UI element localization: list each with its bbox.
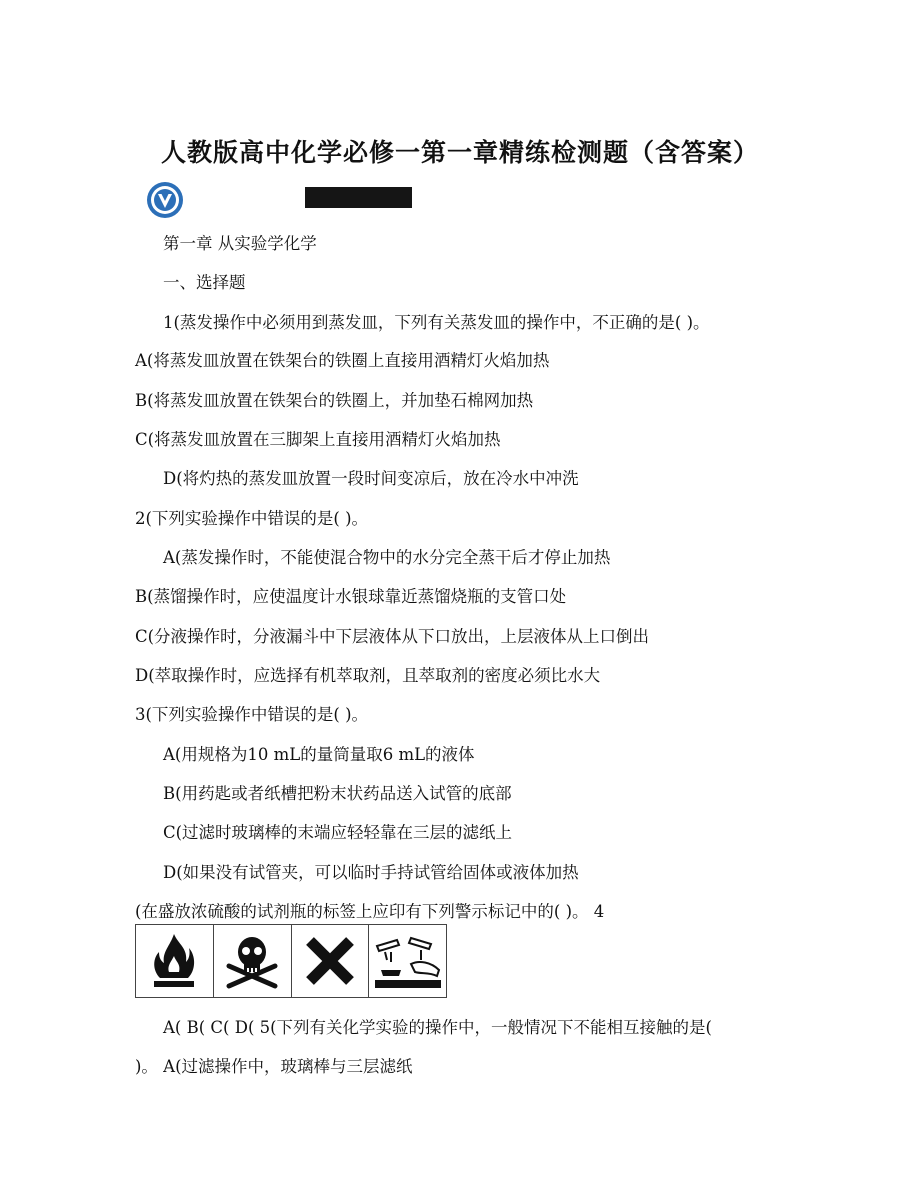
q3-option-a: A(用规格为10 mL的量筒量取6 mL的液体 <box>163 745 475 764</box>
question-5: A( B( C( D( 5(下列有关化学实验的操作中，一般情况下不能相互接触的是( <box>163 1018 712 1037</box>
q1-option-c: C(将蒸发皿放置在三脚架上直接用酒精灯火焰加热 <box>135 430 501 449</box>
redaction-bar <box>305 187 412 208</box>
hazard-signs-row <box>135 924 447 998</box>
q3-option-b: B(用药匙或者纸槽把粉末状药品送入试管的底部 <box>163 784 512 803</box>
q1-option-d: D(将灼热的蒸发皿放置一段时间变凉后，放在冷水中冲洗 <box>163 469 579 488</box>
q1-option-b: B(将蒸发皿放置在铁架台的铁圈上，并加垫石棉网加热 <box>135 391 534 410</box>
q1-option-a: A(将蒸发皿放置在铁架台的铁圈上直接用酒精灯火焰加热 <box>135 351 550 370</box>
question-1: 1(蒸发操作中必须用到蒸发皿，下列有关蒸发皿的操作中，不正确的是( )。 <box>163 313 710 332</box>
section-heading: 一、选择题 <box>163 273 246 292</box>
toxic-skull-icon <box>214 925 292 997</box>
q2-option-b: B(蒸馏操作时，应使温度计水银球靠近蒸馏烧瓶的支管口处 <box>135 587 567 606</box>
question-5-continued: )。 A(过滤操作中，玻璃棒与三层滤纸 <box>135 1057 413 1076</box>
q3-option-d: D(如果没有试管夹，可以临时手持试管给固体或液体加热 <box>163 863 579 882</box>
q2-option-a: A(蒸发操作时，不能使混合物中的水分完全蒸干后才停止加热 <box>163 548 611 567</box>
question-2: 2(下列实验操作中错误的是( )。 <box>135 509 369 528</box>
harmful-x-icon <box>292 925 370 997</box>
q2-option-d: D(萃取操作时，应选择有机萃取剂，且萃取剂的密度必须比水大 <box>135 666 601 685</box>
question-3: 3(下列实验操作中错误的是( )。 <box>135 705 369 724</box>
q2-option-c: C(分液操作时，分液漏斗中下层液体从下口放出，上层液体从上口倒出 <box>135 627 650 646</box>
question-4: (在盛放浓硫酸的试剂瓶的标签上应印有下列警示标记中的( )。 4 <box>135 902 605 921</box>
corrosive-icon <box>369 925 446 997</box>
flammable-icon <box>136 925 214 997</box>
q3-option-c: C(过滤时玻璃棒的末端应轻轻靠在三层的滤纸上 <box>163 823 513 842</box>
chapter-heading: 第一章 从实验学化学 <box>163 234 317 253</box>
document-title: 人教版高中化学必修一第一章精练检测题（含答案） <box>160 138 759 167</box>
school-logo-icon <box>146 181 184 219</box>
